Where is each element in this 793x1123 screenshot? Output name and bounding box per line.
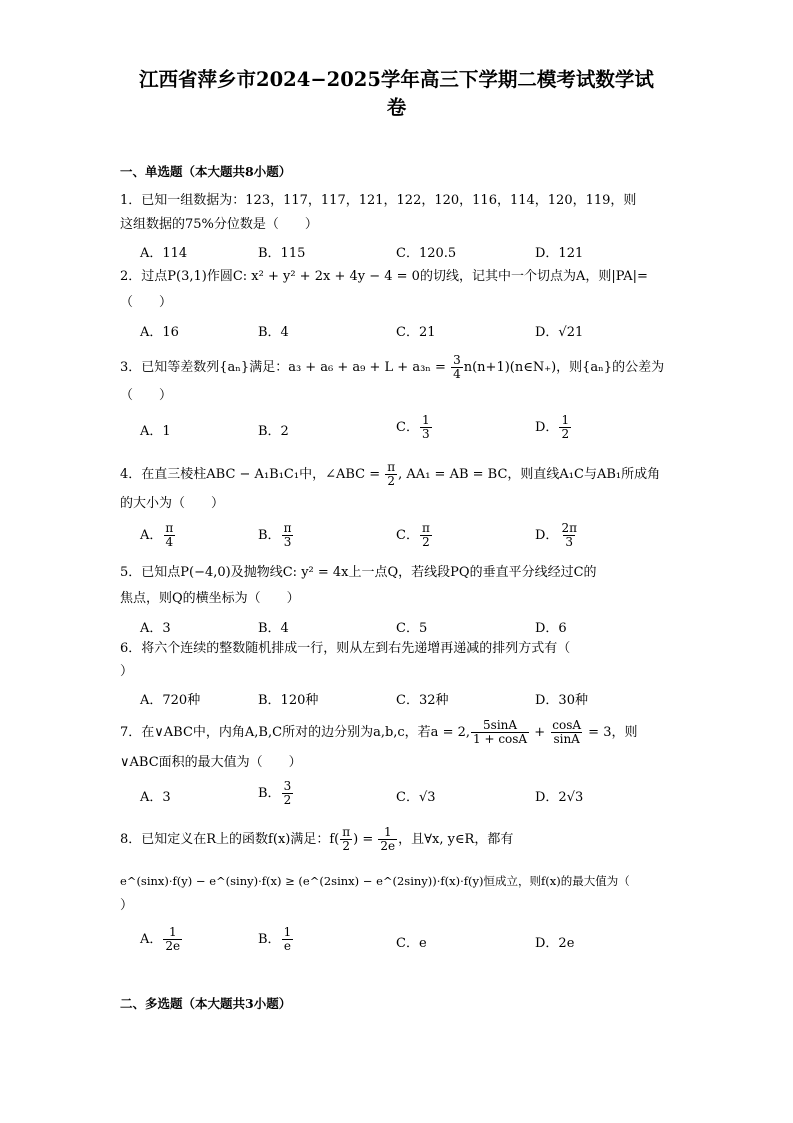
q8-paren-open: ( [334,832,340,847]
q8-equals: = [358,832,378,847]
q3-option-a[interactable]: A．1 [140,424,171,439]
q6-option-a[interactable]: A．720种 [140,693,201,708]
q2-option-a[interactable]: A．16 [140,325,179,340]
q7-stem-line1 [120,719,637,746]
q6-option-c[interactable]: C．32种 [396,693,449,708]
q8-option-b-den: e [283,939,291,953]
q7-option-b-den: 2 [283,793,292,807]
q3-option-d-key: D． [535,420,559,435]
q4-option-d-fraction [559,522,579,549]
q1-option-a[interactable]: A．114 [140,246,188,261]
q7-fraction-1 [471,719,529,746]
q4-stem-line2: 的大小为（ ） [120,496,225,511]
q7-stem-part1: 7．在∨ABC中，内角A,B,C所对的边分别为a,b,c，若a = 2, [120,725,470,740]
q4-stem-line1 [120,461,660,488]
q8-stem-line1 [120,826,513,853]
q4-option-a-fraction [163,522,175,549]
q8-option-b[interactable] [258,926,294,953]
q4-fraction-den: 2 [387,474,396,488]
q3-option-c-fraction [420,414,432,441]
q3-option-c-key: C． [396,420,419,435]
q1-stem-line2: 这组数据的75%分位数是（ ） [120,217,318,232]
q6-stem-line2: ） [120,664,134,679]
q3-stem-part2: n(n+1)(n∈N₊)，则{aₙ}的公差为 [463,360,665,375]
q3-stem-line1 [120,354,664,381]
q8-option-b-key: B． [258,932,281,947]
q2-stem-line1: 2．过点P(3,1)作圆C: x² + y² + 2x + 4y − 4 = 0的切线，记其中一个切点为A，则|PA|= [120,269,648,284]
q6-stem-line1: 6．将六个连续的整数随机排成一行，则从左到右先递增再递减的排列方式有（ [120,641,571,656]
q3-option-d-num: 1 [561,413,570,427]
q4-option-d[interactable] [535,522,580,549]
q4-fraction-pi-2 [385,461,397,488]
q8-option-a-key: A． [140,932,163,947]
q7-fraction-2 [550,719,583,746]
q7-option-d[interactable]: D．2√3 [535,790,584,805]
q3-option-c-num: 1 [421,413,430,427]
q4-option-d-key: D． [535,528,559,543]
q4-option-a-num: π [165,521,174,535]
q3-stem-part1: 3．已知等差数列{aₙ}满足：a₃ + a₆ + a₉ + L + a₃ₙ = [120,360,451,375]
q7-option-a[interactable]: A．3 [140,790,171,805]
q2-option-b[interactable]: B．4 [258,325,289,340]
q6-options [140,689,700,711]
q4-option-b-num: π [283,521,292,535]
q4-option-a-key: A． [140,528,163,543]
q3-stem-line2: （ ） [120,388,173,403]
q4-option-c-num: π [421,521,430,535]
q3-option-d[interactable] [535,414,572,441]
q4-option-d-num: 2π [561,521,577,535]
q3-fraction-den: 4 [453,367,461,381]
q4-option-c-den: 2 [422,535,430,549]
q5-option-a[interactable]: A．3 [140,621,171,636]
q3-option-c[interactable] [396,414,433,441]
q8-fraction-2-den: 2e [380,839,396,853]
q8-option-c[interactable]: C．e [396,936,427,951]
q8-stem-line3: ） [120,898,134,913]
q7-fraction-2-num: cosA [552,718,582,732]
q1-options [140,242,700,264]
q5-option-d[interactable]: D．6 [535,621,567,636]
section-heading-multiple-choice: 二、多选题（本大题共3小题） [120,996,292,1011]
q8-option-a-den: 2e [165,939,181,953]
q8-stem-part2: ，且∀x, y∈R，都有 [398,832,514,847]
title-line-2: 卷 [386,96,407,119]
q4-option-a-den: 4 [165,535,174,549]
q3-option-d-den: 2 [561,427,570,441]
q8-option-a-fraction [163,926,182,953]
q8-option-b-fraction [282,926,294,953]
q8-option-a[interactable] [140,926,183,953]
q7-option-c[interactable]: C．√3 [396,790,436,805]
q4-option-b[interactable] [258,522,294,549]
q4-options [140,521,700,549]
q8-fraction-pi-2 [340,826,352,853]
q8-stem-part1: 8．已知定义在R上的函数f(x)满足：f [120,832,335,847]
q7-plus: + [530,725,550,740]
q5-option-b[interactable]: B．4 [258,621,289,636]
q1-option-c[interactable]: C．120.5 [396,246,457,261]
q8-fraction-1-den: 2 [342,839,351,853]
q2-option-d[interactable]: D．√21 [535,325,584,340]
q3-fraction-num: 3 [453,353,461,367]
q7-options [140,779,700,807]
q5-stem-line1: 5．已知点P(−4,0)及抛物线C: y² = 4x上一点Q，若线段PQ的垂直平分线经过C的 [120,565,597,580]
q4-fraction-num: π [387,460,396,474]
q4-option-b-fraction [282,522,294,549]
q4-option-b-den: 3 [283,535,292,549]
q5-option-c[interactable]: C．5 [396,621,428,636]
section-heading-single-choice: 一、单选题（本大题共8小题） [120,164,292,179]
q4-option-d-den: 3 [565,535,574,549]
q7-option-b-fraction [282,780,294,807]
q3-options [140,413,700,441]
q7-fraction-1-den: 1 + cosA [473,732,528,746]
q7-stem-line2: ∨ABC面积的最大值为（ ） [120,755,302,770]
q8-fraction-2-num: 1 [383,825,392,839]
q2-stem-line2: （ ） [120,295,173,310]
q4-option-c-key: C． [396,528,419,543]
q8-options [140,925,700,953]
q3-fraction-3-4 [451,354,463,381]
q2-options [140,321,700,343]
q7-fraction-1-num: 5sinA [483,718,518,732]
q1-option-b[interactable]: B．115 [258,246,306,261]
q8-option-a-num: 1 [168,925,177,939]
q1-stem-line1: 1．已知一组数据为：123，117，117，121，122，120，116，114，120，119，则 [120,193,637,208]
q8-paren-close: ) [353,832,359,847]
q4-option-c[interactable] [396,522,433,549]
q7-option-b[interactable] [258,780,294,807]
q8-fraction-1-num: π [342,825,351,839]
q5-options [140,617,700,639]
q4-option-b-key: B． [258,528,281,543]
q4-option-c-fraction [420,522,432,549]
q8-fraction-1-2e [378,826,397,853]
q3-option-c-den: 3 [421,427,430,441]
q7-fraction-2-den: sinA [553,732,580,746]
title-line-1: 江西省萍乡市2024−2025学年高三下学期二模考试数学试 [139,68,654,91]
q7-stem-part2: = 3，则 [584,725,638,740]
exam-title [80,66,713,122]
q3-option-d-fraction [559,414,571,441]
q2-option-c[interactable]: C．21 [396,325,436,340]
q8-stem-line2: e^(sinx)·f(y) − e^(siny)·f(x) ≥ (e^(2sinx) − e^(2siny))·f(x)·f(y)恒成立，则f(x)的最大值为（ [120,874,630,888]
q7-option-b-num: 3 [283,779,292,793]
q5-stem-line2: 焦点，则Q的横坐标为（ ） [120,591,300,606]
q4-stem-part1: 4．在直三棱柱ABC − A₁B₁C₁中，∠ABC = [120,467,385,482]
q4-stem-part2: , AA₁ = AB = BC，则直线A₁C与AB₁所成角 [398,467,661,482]
q8-option-d[interactable]: D．2e [535,936,575,951]
q4-option-a[interactable] [140,522,176,549]
q3-option-b[interactable]: B．2 [258,424,289,439]
q1-option-d[interactable]: D．121 [535,246,584,261]
q7-option-b-key: B． [258,786,281,801]
q6-option-d[interactable]: D．30种 [535,693,588,708]
q8-option-b-num: 1 [283,925,292,939]
q6-option-b[interactable]: B．120种 [258,693,319,708]
